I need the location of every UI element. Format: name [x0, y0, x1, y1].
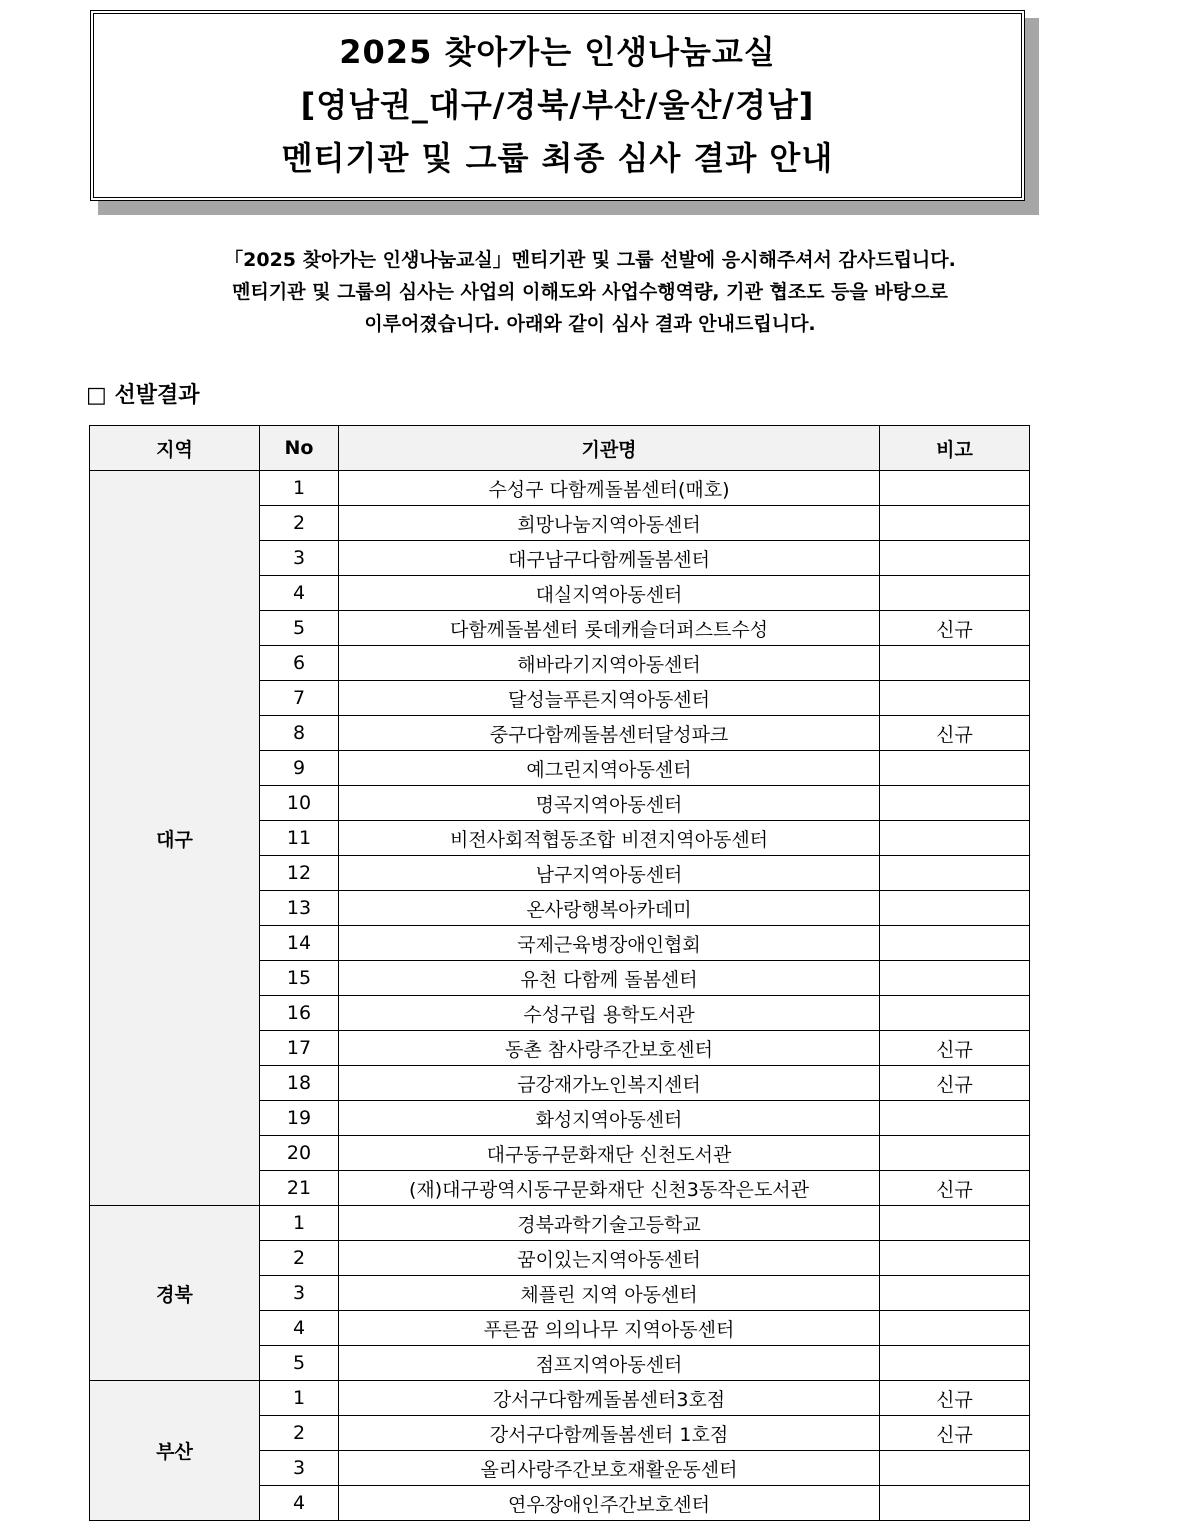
institution-name-cell: 대구남구다함께돌봄센터 — [339, 541, 880, 576]
header-no: No — [260, 426, 339, 471]
no-cell: 11 — [260, 821, 339, 856]
intro-line-2: 멘티기관 및 그룹의 심사는 사업의 이해도와 사업수행역량, 기관 협조도 등을 바탕으로 — [232, 281, 948, 303]
no-cell: 1 — [260, 1381, 339, 1416]
institution-name-cell: 동촌 참사랑주간보호센터 — [339, 1031, 880, 1066]
institution-name-cell: 꿈이있는지역아동센터 — [339, 1241, 880, 1276]
region-cell: 경북 — [90, 1206, 260, 1381]
institution-name-cell: 다함께돌봄센터 롯데캐슬더퍼스트수성 — [339, 611, 880, 646]
institution-name-cell: 예그린지역아동센터 — [339, 751, 880, 786]
note-cell: 신규 — [880, 1031, 1030, 1066]
no-cell: 3 — [260, 1276, 339, 1311]
note-cell — [880, 996, 1030, 1031]
no-cell: 6 — [260, 646, 339, 681]
institution-name-cell: 달성늘푸른지역아동센터 — [339, 681, 880, 716]
institution-name-cell: 대실지역아동센터 — [339, 576, 880, 611]
note-cell — [880, 1451, 1030, 1486]
table-header-row — [90, 426, 1030, 471]
note-cell — [880, 1311, 1030, 1346]
table-row — [90, 1206, 1030, 1241]
table-body — [90, 471, 1030, 1521]
no-cell: 18 — [260, 1066, 339, 1101]
note-cell — [880, 1276, 1030, 1311]
note-cell — [880, 576, 1030, 611]
institution-name-cell: 남구지역아동센터 — [339, 856, 880, 891]
intro-line-1: 「2025 찾아가는 인생나눔교실」멘티기관 및 그룹 선발에 응시해주셔서 감사드립니다. — [224, 249, 956, 271]
no-cell: 13 — [260, 891, 339, 926]
institution-name-cell: 온사랑행복아카데미 — [339, 891, 880, 926]
table-row — [90, 1381, 1030, 1416]
institution-name-cell: 대구동구문화재단 신천도서관 — [339, 1136, 880, 1171]
no-cell: 1 — [260, 471, 339, 506]
institution-name-cell: 푸른꿈 의의나무 지역아동센터 — [339, 1311, 880, 1346]
institution-name-cell: 금강재가노인복지센터 — [339, 1066, 880, 1101]
institution-name-cell: 강서구다함께돌봄센터3호점 — [339, 1381, 880, 1416]
note-cell — [880, 1136, 1030, 1171]
no-cell: 19 — [260, 1101, 339, 1136]
institution-name-cell: 해바라기지역아동센터 — [339, 646, 880, 681]
institution-name-cell: 수성구 다함께돌봄센터(매호) — [339, 471, 880, 506]
no-cell: 14 — [260, 926, 339, 961]
region-cell: 부산 — [90, 1381, 260, 1521]
header-region: 지역 — [90, 426, 260, 471]
institution-name-cell: 연우장애인주간보호센터 — [339, 1486, 880, 1521]
no-cell: 20 — [260, 1136, 339, 1171]
no-cell: 15 — [260, 961, 339, 996]
note-cell — [880, 1101, 1030, 1136]
note-cell — [880, 1206, 1030, 1241]
institution-name-cell: 희망나눔지역아동센터 — [339, 506, 880, 541]
institution-name-cell: 경북과학기술고등학교 — [339, 1206, 880, 1241]
note-cell: 신규 — [880, 1381, 1030, 1416]
intro-paragraph — [60, 244, 1120, 340]
institution-name-cell: 명곡지역아동센터 — [339, 786, 880, 821]
section-heading: □ 선발결과 — [86, 383, 200, 408]
no-cell: 4 — [260, 576, 339, 611]
note-cell — [880, 891, 1030, 926]
note-cell: 신규 — [880, 1066, 1030, 1101]
institution-name-cell: 점프지역아동센터 — [339, 1346, 880, 1381]
region-cell: 대구 — [90, 471, 260, 1206]
institution-name-cell: 강서구다함께돌봄센터 1호점 — [339, 1416, 880, 1451]
institution-name-cell: (재)대구광역시동구문화재단 신천3동작은도서관 — [339, 1171, 880, 1206]
no-cell: 7 — [260, 681, 339, 716]
note-cell — [880, 471, 1030, 506]
no-cell: 10 — [260, 786, 339, 821]
no-cell: 5 — [260, 611, 339, 646]
institution-name-cell: 국제근육병장애인협회 — [339, 926, 880, 961]
note-cell — [880, 646, 1030, 681]
note-cell: 신규 — [880, 716, 1030, 751]
no-cell: 2 — [260, 1241, 339, 1276]
no-cell: 2 — [260, 506, 339, 541]
no-cell: 5 — [260, 1346, 339, 1381]
institution-name-cell: 유천 다함께 돌봄센터 — [339, 961, 880, 996]
note-cell — [880, 786, 1030, 821]
note-cell: 신규 — [880, 1171, 1030, 1206]
note-cell — [880, 681, 1030, 716]
no-cell: 1 — [260, 1206, 339, 1241]
institution-name-cell: 중구다함께돌봄센터달성파크 — [339, 716, 880, 751]
note-cell — [880, 506, 1030, 541]
results-table — [89, 425, 1030, 1521]
no-cell: 12 — [260, 856, 339, 891]
note-cell: 신규 — [880, 1416, 1030, 1451]
title-box — [90, 10, 1025, 201]
note-cell — [880, 926, 1030, 961]
title-line-2: [영남권_대구/경북/부산/울산/경남] — [300, 86, 815, 124]
intro-line-3: 이루어졌습니다. 아래와 같이 심사 결과 안내드립니다. — [364, 313, 816, 335]
no-cell: 17 — [260, 1031, 339, 1066]
title-line-3: 멘티기관 및 그룹 최종 심사 결과 안내 — [281, 139, 834, 177]
note-cell — [880, 1241, 1030, 1276]
note-cell — [880, 751, 1030, 786]
no-cell: 4 — [260, 1311, 339, 1346]
no-cell: 16 — [260, 996, 339, 1031]
institution-name-cell: 체플린 지역 아동센터 — [339, 1276, 880, 1311]
note-cell: 신규 — [880, 611, 1030, 646]
no-cell: 8 — [260, 716, 339, 751]
institution-name-cell: 올리사랑주간보호재활운동센터 — [339, 1451, 880, 1486]
no-cell: 2 — [260, 1416, 339, 1451]
no-cell: 3 — [260, 1451, 339, 1486]
no-cell: 3 — [260, 541, 339, 576]
no-cell: 4 — [260, 1486, 339, 1521]
no-cell: 21 — [260, 1171, 339, 1206]
note-cell — [880, 961, 1030, 996]
institution-name-cell: 비전사회적협동조합 비젼지역아동센터 — [339, 821, 880, 856]
header-note: 비고 — [880, 426, 1030, 471]
header-name: 기관명 — [339, 426, 880, 471]
title-line-1: 2025 찾아가는 인생나눔교실 — [339, 33, 776, 71]
note-cell — [880, 541, 1030, 576]
institution-name-cell: 수성구립 용학도서관 — [339, 996, 880, 1031]
no-cell: 9 — [260, 751, 339, 786]
note-cell — [880, 1486, 1030, 1521]
institution-name-cell: 화성지역아동센터 — [339, 1101, 880, 1136]
table-row — [90, 471, 1030, 506]
note-cell — [880, 1346, 1030, 1381]
note-cell — [880, 821, 1030, 856]
note-cell — [880, 856, 1030, 891]
